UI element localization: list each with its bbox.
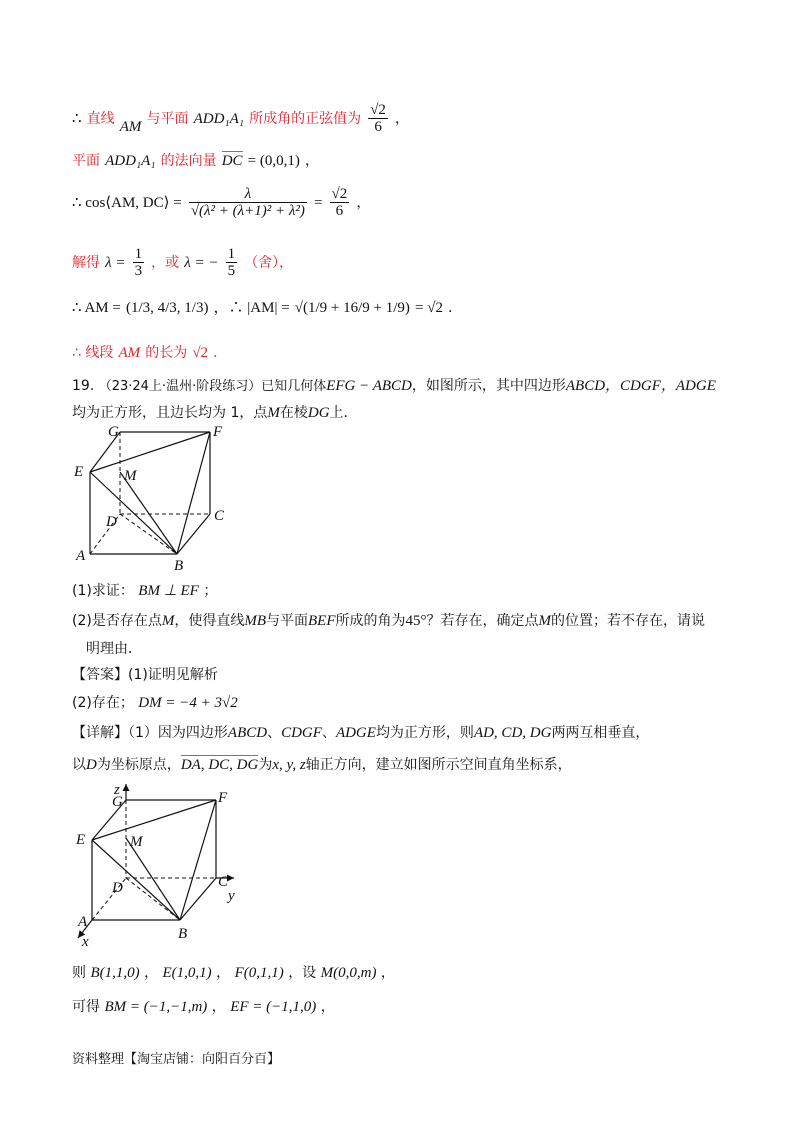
math-point: M — [161, 613, 175, 629]
text: ，如图所示，其中四边形 — [411, 378, 566, 394]
math-expr: BM ⊥ EF — [138, 583, 199, 599]
fig1-label: A — [76, 548, 86, 564]
text: 两两互相垂直， — [551, 725, 650, 741]
question-2 — [72, 610, 705, 630]
edge-eb — [90, 472, 177, 554]
fig2-label: E — [76, 832, 86, 848]
text: 与平面 — [146, 111, 189, 127]
math-point-b: B(1,1,0) — [90, 965, 140, 981]
text: 在棱 — [279, 405, 308, 421]
problem-statement-line-2 — [72, 402, 358, 422]
text: 所成的角为 — [335, 613, 406, 629]
math-point: M — [538, 613, 552, 629]
coords-line — [72, 962, 395, 982]
text: ， — [211, 999, 226, 1015]
math-vector-bm: BM = (−1,−1,m) — [104, 999, 208, 1015]
math-result: √2 — [192, 345, 209, 361]
text: ， — [395, 111, 410, 127]
text: 平面 — [72, 153, 100, 169]
fig1-label: D — [106, 514, 117, 530]
math-face: ABCD — [227, 725, 268, 741]
math-lambda: λ = − — [184, 255, 219, 271]
answer-text: (1)证明见解析 — [128, 667, 218, 683]
problem-number: 19. — [72, 378, 95, 394]
fig2-label: M — [130, 834, 143, 850]
solid-figure-1 — [70, 422, 240, 574]
fig1-label: E — [74, 464, 84, 480]
text: 上． — [329, 405, 358, 421]
math-axes: x, y, z — [272, 757, 306, 773]
text: ∴ 线段 — [72, 345, 114, 361]
fraction: $\frac{1}{3}$ — [134, 246, 143, 279]
math-vector-ef: EF = (−1,1,0) — [230, 999, 317, 1015]
solution-line-1 — [72, 102, 409, 135]
math-point-m: M(0,0,m) — [320, 965, 377, 981]
math-vector-values: (1/3, 4/3, 1/3) — [125, 300, 209, 316]
text: ， — [144, 965, 159, 981]
math-plane: ADD₁A₁ — [193, 111, 245, 127]
vector-dc: DC — [221, 153, 243, 169]
solution-line-6 — [72, 342, 227, 362]
fig2-label: z — [114, 782, 120, 798]
math-angle: 45° — [405, 613, 427, 629]
text: 明理由． — [86, 641, 142, 657]
text: 均为正方形，则 — [375, 725, 474, 741]
vectors-line — [72, 996, 335, 1016]
fig1-label: G — [108, 424, 119, 440]
text: 解得 — [72, 255, 100, 271]
fraction: $\frac{\lambda}{\text{√(λ² + (λ+1)² + λ²)}}$ — [190, 186, 305, 219]
math-abs: ，∴ |AM| = — [213, 300, 290, 316]
edge-ef — [92, 800, 216, 840]
text: 的位置；若不存在，请说 — [551, 613, 706, 629]
answer-label: 【答案】 — [72, 667, 128, 683]
math-am: AM — [119, 119, 142, 135]
fig2-label: C — [218, 874, 229, 890]
math-cos: ∴ cos⟨AM, DC⟩ = — [72, 195, 182, 211]
problem-statement-line-1 — [72, 374, 716, 395]
solution-line-3 — [72, 186, 370, 219]
answer-2 — [72, 692, 238, 712]
q1-label: (1)求证： — [72, 583, 134, 599]
math-result: = √2 — [415, 300, 443, 316]
detail-label: 【详解】 — [72, 725, 128, 741]
text: 轴正方向，建立如图所示空间直角坐标系， — [305, 757, 572, 773]
math-lambda: λ = — [105, 255, 126, 271]
math-am: ∴ AM = — [72, 300, 121, 316]
answer-label: (2)存在； — [72, 695, 134, 711]
math-plane: BEF — [308, 613, 336, 629]
fig2-label: y — [228, 888, 235, 904]
math-line: MB — [244, 613, 267, 629]
text: 则 — [72, 965, 86, 981]
math-am: AM — [118, 345, 141, 361]
detail-line-2 — [72, 754, 572, 774]
fig2-label: D — [112, 880, 123, 896]
text: （舍）， — [244, 255, 294, 271]
edge-bf — [180, 800, 216, 920]
text: 与平面 — [266, 613, 309, 629]
edge-mb — [120, 472, 177, 554]
solid-figure-2 — [70, 780, 250, 950]
math-sqrt: √(1/9 + 16/9 + 1/9) — [294, 300, 410, 316]
math-point-e: E(1,0,1) — [162, 965, 212, 981]
text: 的长为 — [145, 345, 188, 361]
math-face: CDGF — [281, 725, 322, 741]
question-2-cont — [86, 638, 142, 658]
math-expr: DM = −4 + 3√2 — [138, 695, 238, 711]
text: 的法向量 — [160, 153, 217, 169]
answer-1 — [72, 664, 218, 684]
fig1-label: F — [213, 424, 223, 440]
problem-source: （23·24上·温州·阶段练习）已知几何体 — [98, 379, 327, 394]
math-plane: ADD₁A₁ — [105, 153, 156, 169]
detail-line-1 — [72, 722, 649, 742]
math-eq: = (0,0,1) — [247, 153, 300, 169]
math-face: ADGE — [335, 725, 376, 741]
edge-db — [120, 514, 177, 554]
text: ， — [216, 965, 231, 981]
fig2-label: B — [178, 926, 188, 942]
fig2-label: F — [218, 790, 228, 806]
text: ，或 — [151, 255, 180, 271]
text: ； — [203, 583, 218, 599]
text: ． — [448, 300, 463, 316]
q2-label: (2)是否存在点 — [72, 613, 162, 629]
fig2-label: A — [78, 914, 88, 930]
text: 为 — [258, 757, 273, 773]
edge-db — [126, 878, 180, 920]
solution-line-5 — [72, 296, 462, 317]
text: （1）因为四边形 — [128, 725, 228, 741]
text: ， — [320, 999, 335, 1015]
math-point-f: F(0,1,1) — [234, 965, 284, 981]
footer-note: 资料整理【淘宝店铺：向阳百分百】 — [72, 1052, 281, 1067]
therefore-symbol: ∴ — [72, 111, 82, 127]
math-solid: EFG − ABCD — [326, 378, 412, 394]
fig1-label: B — [174, 558, 184, 574]
text: 可得 — [72, 999, 100, 1015]
question-1 — [72, 580, 217, 600]
text: 直线 — [86, 111, 115, 127]
text: 为坐标原点， — [96, 757, 181, 773]
text: ，使得直线 — [174, 613, 245, 629]
solution-line-4 — [72, 246, 293, 279]
text: ？若存在，确定点 — [426, 613, 539, 629]
fraction: $\frac{√2}{6}$ — [331, 186, 348, 219]
math-point: D — [86, 757, 97, 773]
math-eq: = — [313, 195, 323, 211]
math-faces: ABCD，CDGF，ADGE — [565, 378, 716, 394]
edge-eb — [92, 840, 180, 920]
solution-line-2 — [72, 150, 319, 170]
edge-bc — [180, 878, 216, 920]
text: 所成角的正弦值为 — [249, 111, 362, 127]
math-point: M — [267, 405, 280, 421]
fig1-label: M — [124, 468, 137, 484]
text: 、 — [267, 725, 282, 741]
text: ， — [380, 965, 395, 981]
text: ，设 — [288, 965, 317, 981]
text: 以 — [72, 757, 86, 773]
edge-bf — [177, 432, 210, 554]
fig2-label: x — [82, 934, 89, 950]
math-lines: AD, CD, DG — [473, 725, 552, 741]
text: 均为正方形，且边长均为 1，点 — [72, 405, 268, 421]
fraction: $\frac{1}{5}$ — [227, 246, 236, 279]
text: ， — [356, 195, 371, 211]
fig1-label: C — [214, 508, 225, 524]
fig2-label: G — [112, 794, 123, 810]
text: ． — [213, 345, 228, 361]
math-vectors: DA, DC, DG — [180, 757, 259, 773]
text: 、 — [321, 725, 336, 741]
math-edge: DG — [307, 405, 330, 421]
fraction: $\frac{√2}{6}$ — [370, 102, 386, 135]
text: ， — [304, 153, 319, 169]
